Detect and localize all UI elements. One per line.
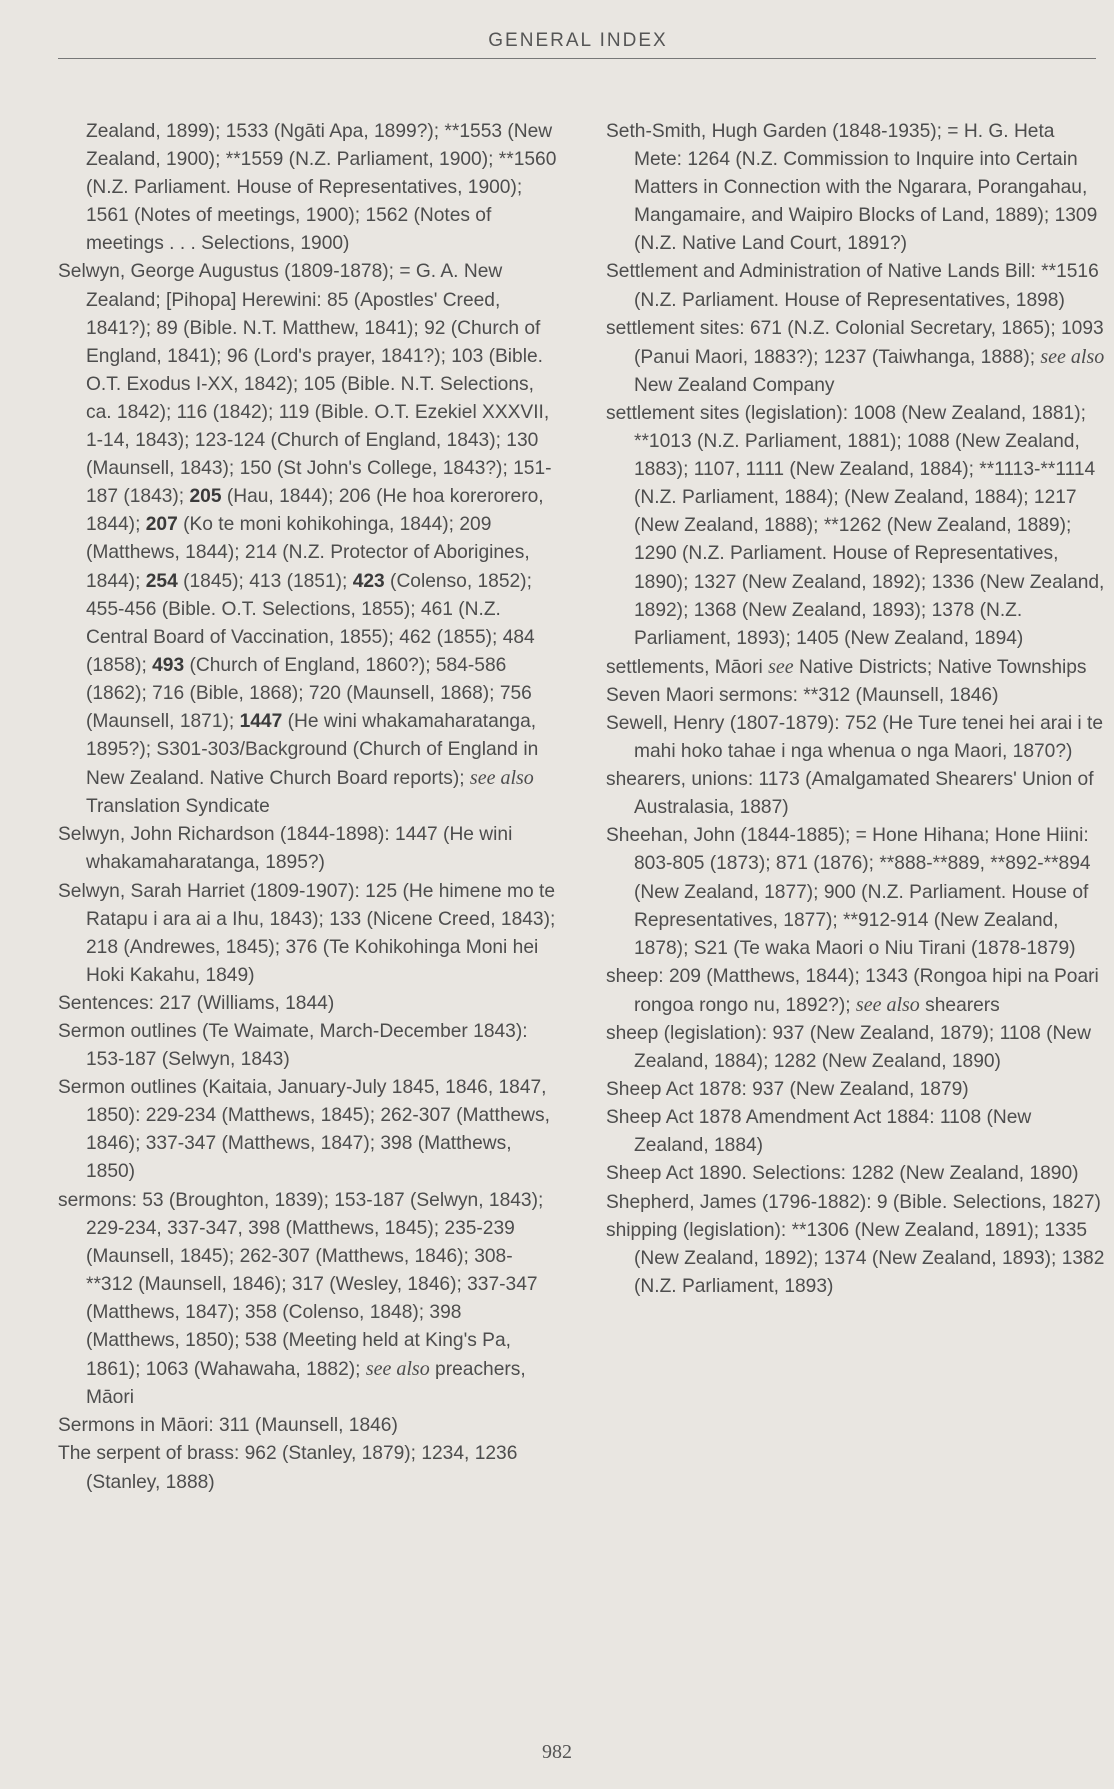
entry-text: Sheep Act 1878 Amendment Act 1884: 1108 (New Zealand, 1884) (606, 1107, 1032, 1157)
bold-page-ref: 207 (145, 514, 178, 536)
entry-text: shearers, unions: 1173 (Amalgamated Shearers' Union of Australasia, 1887) (606, 769, 1094, 819)
left-column (58, 118, 558, 1497)
bold-page-ref: 254 (145, 570, 178, 592)
bold-page-ref: 493 (152, 654, 185, 676)
entry-text: sheep (legislation): 937 (New Zealand, 1879); 1108 (New Zealand, 1884); 1282 (New Zealand, 1890) (606, 1023, 1091, 1073)
entry-text: New Zealand Company (634, 374, 835, 396)
cross-reference: see also (469, 767, 534, 790)
entry-text: Zealand, 1899); 1533 (Ngāti Apa, 1899?); **1553 (New Zealand, 1900); **1559 (N.Z. Parliament, 1900); **1560 (N.Z. Parliament. House of Representatives, 1900); 1561 (Notes of meetings, 1900); 1562 (Notes of meetings . . . Selections, 1900) (86, 121, 557, 255)
page-number: 982 (542, 1741, 572, 1763)
index-entry (606, 653, 1106, 682)
entry-text: Selwyn, George Augustus (1809-1878); = G. A. New Zealand; [Pihopa] Herewini: 85 (Apostles' Creed, 1841?); 89 (Bible. N.T. Matthew, 1841); 92 (Church of England, 1841); 96 (Lord's prayer, 1841?); 103 (Bible. O.T. Exodus I-XX, 1842); 105 (Bible. N.T. Selections, ca. 1842); 116 (1842); 119 (Bible. O.T. Ezekiel XXXVII, 1-14, 1843); 123-124 (Church of England, 1843); 130 (Maunsell, 1843); 150 (St John's College, 1843?); 151-187 (1843); (58, 261, 552, 508)
entry-text: Settlement and Administration of Native Lands Bill: **1516 (N.Z. Parliament. House of Representatives, 1898) (606, 261, 1099, 311)
index-entry (606, 1189, 1106, 1217)
index-entry (606, 822, 1106, 962)
index-entry (58, 118, 558, 258)
index-entry (606, 1020, 1106, 1076)
entry-text: preachers, Māori (86, 1359, 526, 1409)
entry-text: settlement sites (legislation): 1008 (New Zealand, 1881); **1013 (N.Z. Parliament, 1881); 1088 (New Zealand, 1883); 1107, 1111 (New Zealand, 1884); **1113-**1114 (N.Z. Parliament, 1884); (New Zealand, 1884); 1217 (New Zealand, 1888); **1262 (New Zealand, 1889); 1290 (N.Z. Parliament. House of Representatives, 1890); 1327 (New Zealand, 1892); 1336 (New Zealand, 1892); 1368 (New Zealand, 1893); 1378 (N.Z. Parliament, 1893); 1405 (New Zealand, 1894) (606, 402, 1105, 649)
index-entry (606, 710, 1106, 766)
index-entry (606, 682, 1106, 710)
index-entry (58, 1018, 558, 1074)
entry-text: (Church of England, 1860?); 584-586 (1862); 716 (Bible, 1868); 720 (Maunsell, 1868); 756 (Maunsell, 1871); (86, 654, 532, 732)
index-entry (606, 1160, 1106, 1188)
index-entry (606, 400, 1106, 653)
entry-text: Selwyn, Sarah Harriet (1809-1907): 125 (He himene mo te Ratapu i ara ai a Ihu, 1843); 133 (Nicene Creed, 1843); 218 (Andrewes, 1845); 376 (Te Kohikohinga Moni hei Hoki Kakahu, 1849) (58, 880, 556, 986)
cross-reference: see also (1040, 345, 1105, 368)
entry-text: Native Districts; Native Townships (793, 656, 1087, 678)
entry-text: Sewell, Henry (1807-1879): 752 (He Ture tenei hei arai i te mahi hoko tahae i nga whenua o nga Maori, 1870?) (606, 712, 1104, 763)
entry-text: (1845); 413 (1851); (177, 570, 353, 592)
entry-text: Sermons in Māori: 311 (Maunsell, 1846) (58, 1415, 398, 1437)
entry-text: Translation Syndicate (86, 796, 270, 818)
index-entry (58, 990, 558, 1018)
right-column (606, 118, 1106, 1301)
index-entry (606, 1104, 1106, 1160)
bold-page-ref: 1447 (239, 710, 283, 732)
index-entry (58, 821, 558, 877)
index-entry (58, 1074, 558, 1186)
cross-reference: see also (365, 1358, 430, 1381)
bold-page-ref: 205 (189, 486, 222, 508)
index-entry (58, 1412, 558, 1440)
entry-text: (Ko te moni kohikohinga, 1844); 209 (Matthews, 1844); 214 (N.Z. Protector of Aborigines, 1844); (86, 514, 530, 592)
entry-text: Sheep Act 1878: 937 (New Zealand, 1879) (606, 1079, 969, 1101)
running-header: GENERAL INDEX (488, 30, 668, 51)
entry-text: (He wini whakamaharatanga, 1895?); S301-303/Background (Church of England in New Zealand. Native Church Board reports); (86, 710, 539, 790)
index-entry (606, 1076, 1106, 1104)
entry-text: Seth-Smith, Hugh Garden (1848-1935); = H. G. Heta Mete: 1264 (N.Z. Commission to Inquire into Certain Matters in Connection with the Ngarara, Porangahau, Mangamaire, and Waipiro Blocks of Land, 1889); 1309 (N.Z. Native Land Court, 1891?) (606, 121, 1098, 255)
entry-text: sermons: 53 (Broughton, 1839); 153-187 (Selwyn, 1843); 229-234, 337-347, 398 (Matthews, 1845); 235-239 (Maunsell, 1845); 262-307 (Matthews, 1846); 308-**312 (Maunsell, 1846); 317 (Wesley, 1846); 337-347 (Matthews, 1847); 358 (Colenso, 1848); 398 (Matthews, 1850); 538 (Meeting held at King's Pa, 1861); 1063 (Wahawaha, 1882); (58, 1189, 544, 1381)
index-entry (606, 766, 1106, 822)
entry-text: The serpent of brass: 962 (Stanley, 1879); 1234, 1236 (Stanley, 1888) (58, 1443, 518, 1493)
index-entry (606, 1217, 1106, 1301)
index-entry (58, 258, 558, 821)
index-entry (606, 963, 1106, 1020)
bold-page-ref: 423 (352, 570, 385, 592)
entry-text: Shepherd, James (1796-1882): 9 (Bible. Selections, 1827) (606, 1191, 1101, 1213)
entry-text: (Colenso, 1852); 455-456 (Bible. O.T. Selections, 1855); 461 (N.Z. Central Board of Vaccination, 1855); 462 (1855); 484 (1858); (86, 570, 535, 676)
entry-text: settlement sites: 671 (N.Z. Colonial Secretary, 1865); 1093 (Panui Maori, 1883?); 1237 (Taiwhanga, 1888); (606, 317, 1104, 368)
entry-text: Seven Maori sermons: **312 (Maunsell, 1846) (606, 684, 999, 706)
index-entry (606, 258, 1106, 314)
entry-text: Sermon outlines (Kaitaia, January-July 1845, 1846, 1847, 1850): 229-234 (Matthews, 1845); 262-307 (Matthews, 1846); 337-347 (Matthews, 1847); 398 (Matthews, 1850) (58, 1077, 550, 1183)
header-rule (58, 58, 1096, 59)
cross-reference: see (768, 655, 794, 678)
entry-text: settlements, Māori (606, 656, 769, 678)
entry-text: shipping (legislation): **1306 (New Zealand, 1891); 1335 (New Zealand, 1892); 1374 (New Zealand, 1893); 1382 (N.Z. Parliament, 1893) (606, 1219, 1105, 1297)
entry-text: Sentences: 217 (Williams, 1844) (58, 992, 335, 1014)
entry-text: sheep: 209 (Matthews, 1844); 1343 (Rongoa hipi na Poari rongoa rongo nu, 1892?); (606, 965, 1099, 1016)
entry-text: Sermon outlines (Te Waimate, March-December 1843): 153-187 (Selwyn, 1843) (58, 1021, 528, 1071)
index-entry (58, 1187, 558, 1413)
entry-text: (Hau, 1844); 206 (He hoa korerorero, 1844); (86, 486, 544, 536)
index-entry (58, 1440, 558, 1496)
index-entry (606, 315, 1106, 400)
entry-text: Sheehan, John (1844-1885); = Hone Hihana; Hone Hiini: 803-805 (1873); 871 (1876); **888-**889, **892-**894 (New Zealand, 1877); 900 (N.Z. Parliament. House of Representatives, 1877); **912-914 (New Zealand, 1878); S21 (Te waka Maori o Niu Tirani (1878-1879) (606, 825, 1091, 959)
cross-reference: see also (855, 993, 920, 1016)
index-entry (606, 118, 1106, 258)
entry-text: Selwyn, John Richardson (1844-1898): 1447 (He wini whakamaharatanga, 1895?) (58, 824, 513, 874)
index-entry (58, 878, 558, 990)
entry-text: shearers (919, 994, 1000, 1016)
entry-text: Sheep Act 1890. Selections: 1282 (New Zealand, 1890) (606, 1163, 1079, 1185)
